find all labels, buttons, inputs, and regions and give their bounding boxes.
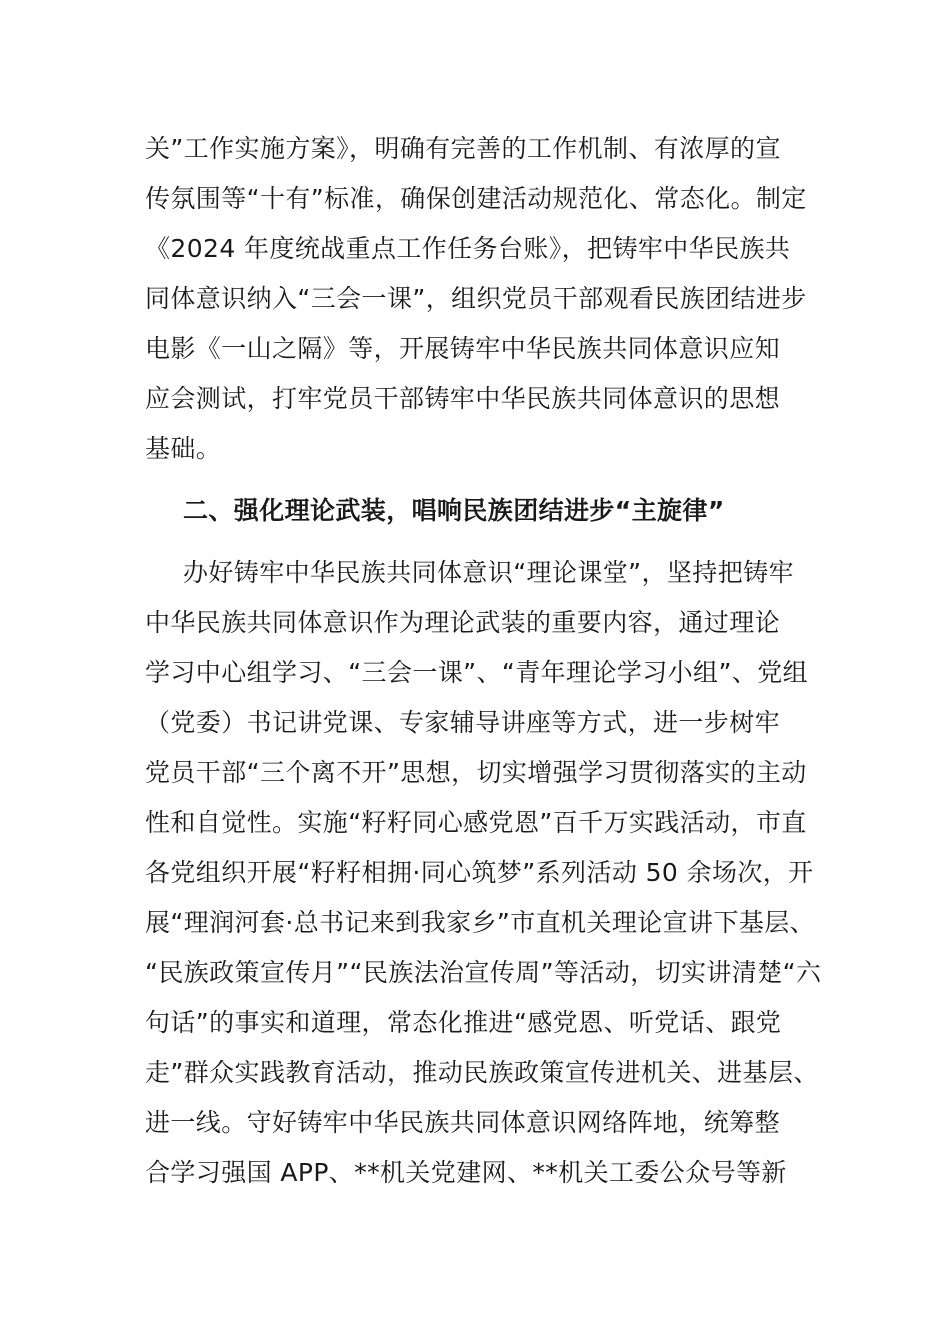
text-line: 应会测试，打牢党员干部铸牢中华民族共同体意识的思想 [145,384,781,413]
document-body [145,124,822,1198]
text-line: （党委）书记讲党课、专家辅导讲座等方式，进一步树牢 [145,708,781,737]
text-line: 性和自觉性。实施“籽籽同心感党恩”百千万实践活动，市直 [145,808,807,837]
text-line: 学习中心组学习、“三会一课”、“青年理论学习小组”、党组 [145,658,809,687]
text-line: 《2024 年度统战重点工作任务台账》，把铸牢中华民族共 [145,234,791,263]
section-heading: 二、强化理论武装，唱响民族团结进步“主旋律” [183,496,725,525]
text-line: 走”群众实践教育活动，推动民族政策宣传进机关、进基层、 [145,1058,819,1087]
text-line: 党员干部“三个离不开”思想，切实增强学习贯彻落实的主动 [145,758,807,787]
text-line: 句话”的事实和道理，常态化推进“感党恩、听党话、跟党 [145,1008,782,1037]
text-line: 基础。 [145,434,222,463]
text-line: “民族政策宣传月”“民族法治宣传周”等活动，切实讲清楚“六 [145,958,822,987]
text-line: 传氛围等“十有”标准，确保创建活动规范化、常态化。制定 [145,184,807,213]
text-line: 进一线。守好铸牢中华民族共同体意识网络阵地，统筹整 [145,1108,781,1137]
text-line: 各党组织开展“籽籽相拥·同心筑梦”系列活动 50 余场次，开 [145,858,814,887]
text-line: 同体意识纳入“三会一课”，组织党员干部观看民族团结进步 [145,284,807,313]
text-line: 中华民族共同体意识作为理论武装的重要内容，通过理论 [145,608,781,637]
paragraph-theory-study [145,548,822,1198]
text-line: 电影《一山之隔》等，开展铸牢中华民族共同体意识应知 [145,334,781,363]
text-line: 合学习强国 APP、**机关党建网、**机关工委公众号等新 [145,1158,787,1187]
paragraph-continuation [145,124,810,474]
text-line: 展“理润河套·总书记来到我家乡”市直机关理论宣讲下基层、 [145,908,816,937]
text-line: 办好铸牢中华民族共同体意识“理论课堂”，坚持把铸牢 [183,558,794,587]
text-line: 关”工作实施方案》，明确有完善的工作机制、有浓厚的宣 [145,134,781,163]
